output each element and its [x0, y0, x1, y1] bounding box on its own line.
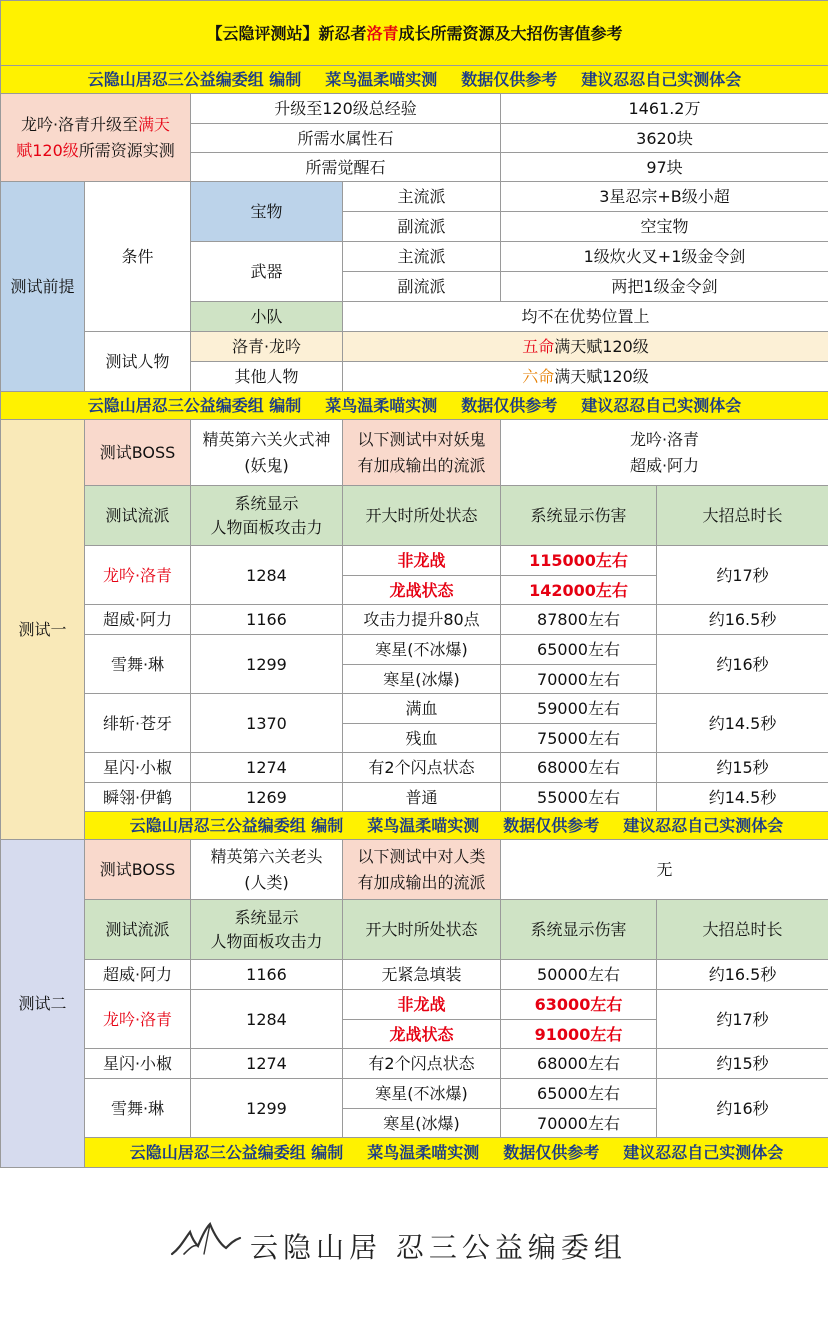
resources-label: 龙吟·洛青升级至满天 赋120级所需资源实测 — [1, 94, 191, 182]
duration-value: 约15秒 — [657, 753, 828, 783]
header-school: 测试流派 — [85, 486, 191, 546]
atk-value: 1370 — [191, 694, 343, 753]
damage-value: 142000左右 — [501, 576, 657, 605]
state-value: 寒星(不冰爆) — [343, 1079, 501, 1109]
atk-value: 1166 — [191, 960, 343, 990]
state-value: 满血 — [343, 694, 501, 724]
resource-value: 1461.2万 — [501, 94, 828, 124]
damage-value: 59000左右 — [501, 694, 657, 724]
char1-name: 洛青·龙吟 — [191, 332, 343, 362]
school-name: 绯斩·苍牙 — [85, 694, 191, 753]
banner: 云隐山居忍三公益编委组 编制 菜鸟温柔喵实测 数据仅供参考 建议忍忍自己实测体会 — [1, 66, 828, 94]
damage-value: 70000左右 — [501, 665, 657, 694]
state-value: 非龙战 — [343, 990, 501, 1020]
state-value: 残血 — [343, 724, 501, 753]
footer — [0, 1200, 828, 1280]
school-name: 超威·阿力 — [85, 605, 191, 635]
school-name: 星闪·小椒 — [85, 753, 191, 783]
char2-name: 其他人物 — [191, 362, 343, 392]
chars-label: 测试人物 — [85, 332, 191, 392]
bonus-value: 龙吟·洛青 超威·阿力 — [501, 420, 828, 486]
state-value: 非龙战 — [343, 546, 501, 576]
duration-value: 约17秒 — [657, 546, 828, 605]
state-value: 寒星(冰爆) — [343, 665, 501, 694]
state-value: 有2个闪点状态 — [343, 753, 501, 783]
damage-value: 115000左右 — [501, 546, 657, 576]
duration-value: 约14.5秒 — [657, 694, 828, 753]
premise-label: 测试前提 — [1, 182, 85, 392]
duration-value: 约16.5秒 — [657, 960, 828, 990]
mountain-logo-icon — [170, 1222, 242, 1260]
banner: 云隐山居忍三公益编委组 编制 菜鸟温柔喵实测 数据仅供参考 建议忍忍自己实测体会 — [1, 392, 828, 420]
atk-value: 1284 — [191, 990, 343, 1049]
header-school: 测试流派 — [85, 900, 191, 960]
school-name: 雪舞·琳 — [85, 635, 191, 694]
school-name: 星闪·小椒 — [85, 1049, 191, 1079]
banner: 云隐山居忍三公益编委组 编制 菜鸟温柔喵实测 数据仅供参考 建议忍忍自己实测体会 — [85, 812, 828, 840]
damage-value: 65000左右 — [501, 1079, 657, 1109]
atk-value: 1284 — [191, 546, 343, 605]
header-state: 开大时所处状态 — [343, 900, 501, 960]
team-label: 小队 — [191, 302, 343, 332]
bonus-label: 以下测试中对人类 有加成输出的流派 — [343, 840, 501, 900]
atk-value: 1274 — [191, 753, 343, 783]
damage-value: 68000左右 — [501, 753, 657, 783]
sub-school-label: 副流派 — [343, 212, 501, 242]
resource-name: 所需觉醒石 — [191, 153, 501, 182]
treasure-main: 3星忍宗+B级小超 — [501, 182, 828, 212]
resource-name: 升级至120级总经验 — [191, 94, 501, 124]
damage-value: 50000左右 — [501, 960, 657, 990]
state-value: 龙战状态 — [343, 1020, 501, 1049]
bonus-value: 无 — [501, 840, 828, 900]
test1-label: 测试一 — [1, 420, 85, 840]
duration-value: 约14.5秒 — [657, 783, 828, 812]
duration-value: 约16.5秒 — [657, 605, 828, 635]
resource-value: 3620块 — [501, 124, 828, 153]
duration-value: 约17秒 — [657, 990, 828, 1049]
atk-value: 1299 — [191, 635, 343, 694]
weapon-main: 1级炊火叉+1级金令剑 — [501, 242, 828, 272]
main-school-label: 主流派 — [343, 182, 501, 212]
boss-value: 精英第六关火式神 (妖鬼) — [191, 420, 343, 486]
damage-value: 63000左右 — [501, 990, 657, 1020]
header-damage: 系统显示伤害 — [501, 486, 657, 546]
damage-value: 55000左右 — [501, 783, 657, 812]
school-name: 瞬翎·伊鹤 — [85, 783, 191, 812]
resource-name: 所需水属性石 — [191, 124, 501, 153]
header-state: 开大时所处状态 — [343, 486, 501, 546]
test2-label: 测试二 — [1, 840, 85, 1168]
boss-value: 精英第六关老头 (人类) — [191, 840, 343, 900]
damage-value: 70000左右 — [501, 1109, 657, 1138]
state-value: 普通 — [343, 783, 501, 812]
char2-value: 六命满天赋120级 — [343, 362, 828, 392]
state-value: 无紧急填装 — [343, 960, 501, 990]
duration-value: 约15秒 — [657, 1049, 828, 1079]
main-school-label: 主流派 — [343, 242, 501, 272]
damage-value: 65000左右 — [501, 635, 657, 665]
school-name: 雪舞·琳 — [85, 1079, 191, 1138]
duration-value: 约16秒 — [657, 635, 828, 694]
atk-value: 1166 — [191, 605, 343, 635]
state-value: 寒星(不冰爆) — [343, 635, 501, 665]
weapon-sub: 两把1级金令剑 — [501, 272, 828, 302]
atk-value: 1269 — [191, 783, 343, 812]
boss-label: 测试BOSS — [85, 840, 191, 900]
state-value: 龙战状态 — [343, 576, 501, 605]
damage-value: 91000左右 — [501, 1020, 657, 1049]
atk-value: 1274 — [191, 1049, 343, 1079]
page-title: 【云隐评测站】新忍者洛青成长所需资源及大招伤害值参考 — [1, 1, 828, 66]
char1-value: 五命满天赋120级 — [343, 332, 828, 362]
state-value: 有2个闪点状态 — [343, 1049, 501, 1079]
header-damage: 系统显示伤害 — [501, 900, 657, 960]
banner: 云隐山居忍三公益编委组 编制 菜鸟温柔喵实测 数据仅供参考 建议忍忍自己实测体会 — [85, 1138, 828, 1168]
school-name: 龙吟·洛青 — [85, 546, 191, 605]
conditions-label: 条件 — [85, 182, 191, 332]
damage-value: 68000左右 — [501, 1049, 657, 1079]
header-atk: 系统显示 人物面板攻击力 — [191, 900, 343, 960]
atk-value: 1299 — [191, 1079, 343, 1138]
weapon-label: 武器 — [191, 242, 343, 302]
footer-text: 云隐山居 忍三公益编委组 — [250, 1231, 627, 1264]
boss-label: 测试BOSS — [85, 420, 191, 486]
state-value: 攻击力提升80点 — [343, 605, 501, 635]
treasure-label: 宝物 — [191, 182, 343, 242]
header-atk: 系统显示 人物面板攻击力 — [191, 486, 343, 546]
school-name: 超威·阿力 — [85, 960, 191, 990]
team-value: 均不在优势位置上 — [343, 302, 828, 332]
header-duration: 大招总时长 — [657, 900, 828, 960]
duration-value: 约16秒 — [657, 1079, 828, 1138]
school-name: 龙吟·洛青 — [85, 990, 191, 1049]
damage-value: 75000左右 — [501, 724, 657, 753]
damage-value: 87800左右 — [501, 605, 657, 635]
resource-value: 97块 — [501, 153, 828, 182]
header-duration: 大招总时长 — [657, 486, 828, 546]
sub-school-label: 副流派 — [343, 272, 501, 302]
bonus-label: 以下测试中对妖鬼 有加成输出的流派 — [343, 420, 501, 486]
state-value: 寒星(冰爆) — [343, 1109, 501, 1138]
treasure-sub: 空宝物 — [501, 212, 828, 242]
